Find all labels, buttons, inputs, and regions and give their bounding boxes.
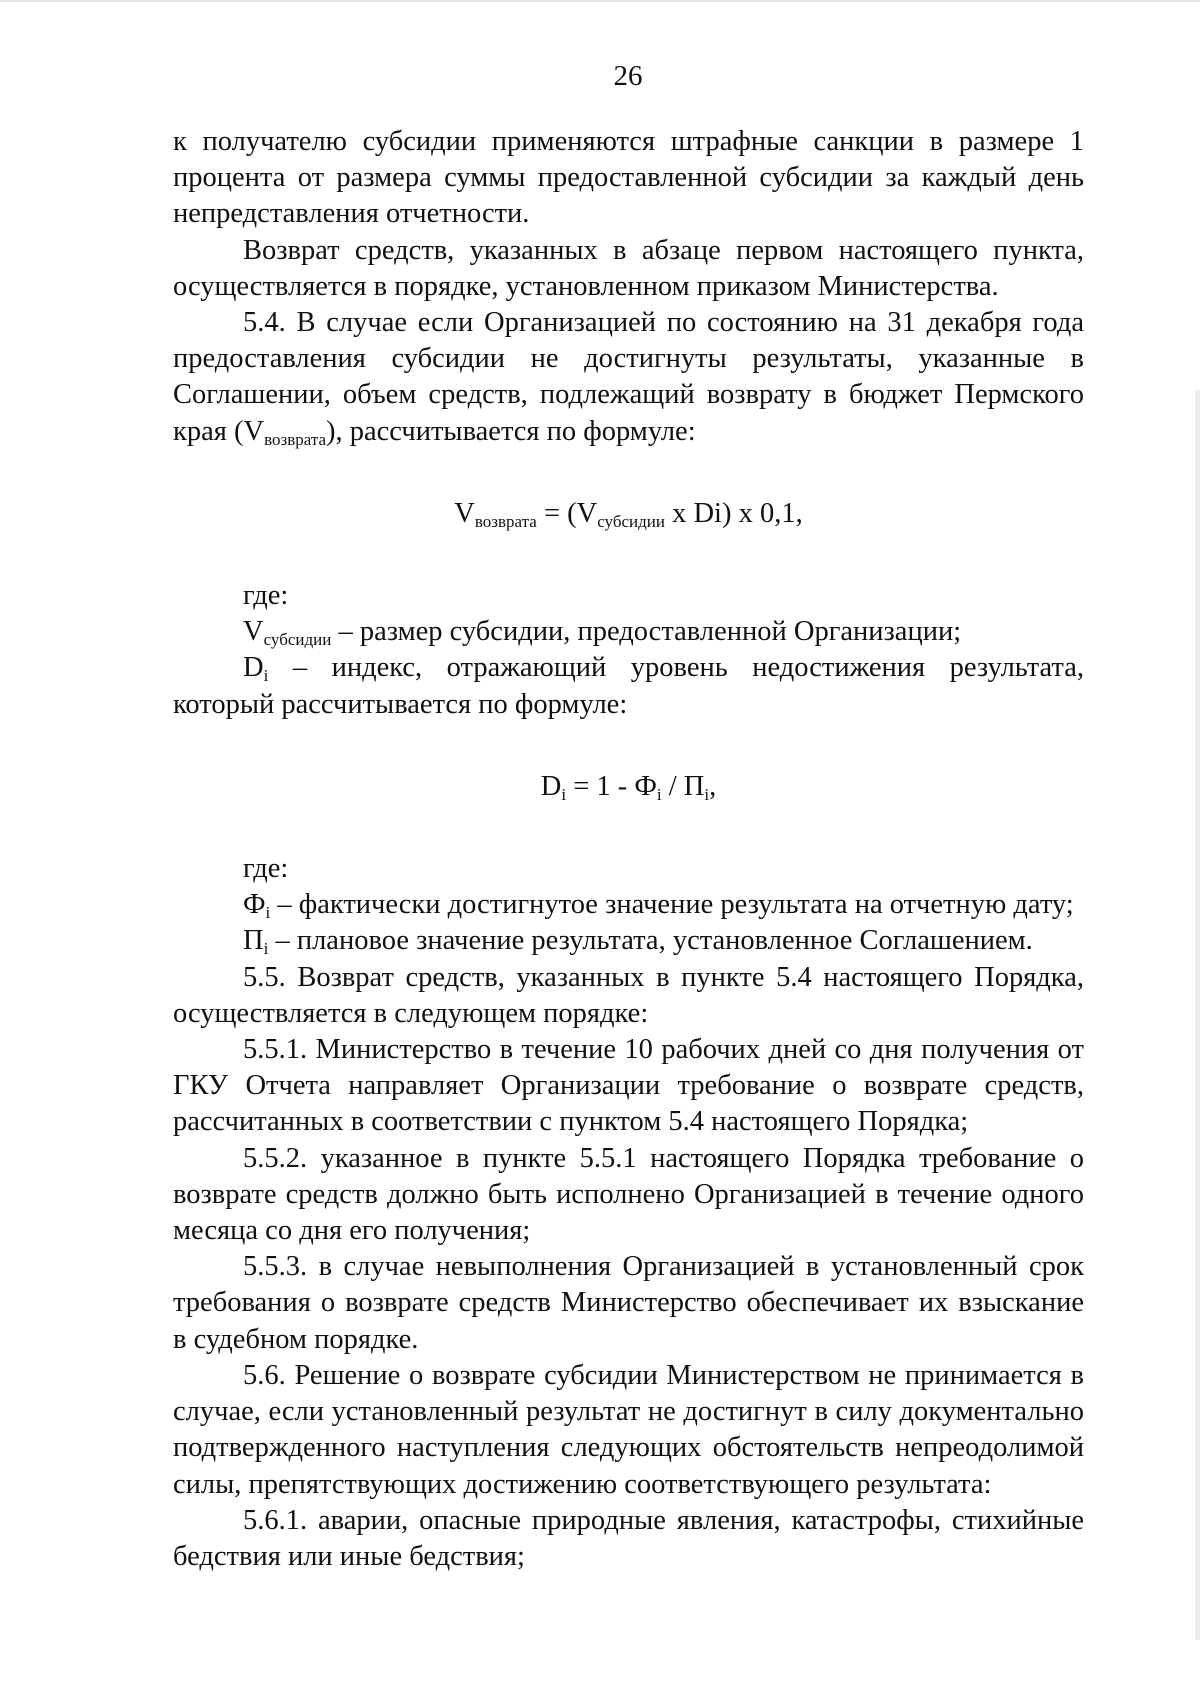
subscript-vozvrata: возврата bbox=[264, 429, 327, 449]
formula-2-mid: = 1 - Ф bbox=[566, 770, 657, 802]
definition-di-text: – индекс, отражающий уровень недостижения результата, который рассчитывается по формуле: bbox=[173, 652, 1084, 720]
definition-v-subsidy: $V_{субсидии}$ – размер субсидии, предоставленной Организации; bbox=[243, 616, 962, 650]
paragraph-5-6-1: 5.6.1. аварии, опасные природные явления, катастрофы, стихийные бедствия или иные бедствия; bbox=[173, 1504, 1084, 1572]
paragraph-5-4-text: 5.4. В случае если Организацией по состоянию на 31 декабря года предоставления субсидии не достигнуты результаты, указанные в Соглашении, объем средств, подлежащий возврату в бюджет Пермского края (V bbox=[173, 307, 1084, 447]
paragraph-5-4-end: ), рассчитывается по формуле: bbox=[326, 415, 696, 447]
definition-fi: $Ф_i$ – фактически достигнутое значение результата на отчетную дату; bbox=[243, 889, 1074, 923]
definition-pi-subscript: i bbox=[263, 939, 269, 959]
paragraph-5-5-1: 5.5.1. Министерство в течение 10 рабочих дней со дня получения от ГКУ Отчета направляет Организации требование о возврате средств, рассчитанных в соответствии с пунктом 5.4 настоящего Порядка; bbox=[173, 1034, 1084, 1138]
formula-2-f-subscript: i bbox=[656, 784, 662, 804]
formula-2-p-subscript: i bbox=[704, 784, 710, 804]
definition-di-subscript: i bbox=[263, 666, 269, 686]
page-number: 26 bbox=[613, 60, 643, 92]
definition-fi-subscript: i bbox=[265, 903, 271, 923]
paragraph-5-5: 5.5. Возврат средств, указанных в пункте 5.4 настоящего Порядка, осуществляется в следующем порядке: bbox=[173, 961, 1084, 1029]
formula-1-open: = (V bbox=[536, 497, 598, 529]
paragraph-5-5-2: 5.5.2. указанное в пункте 5.5.1 настоящего Порядка требование о возврате средств должно быть исполнено Организацией в течение одного месяца со дня его получения; bbox=[173, 1142, 1084, 1247]
definition-pi: $П_i$ – плановое значение результата, установленное Соглашением. bbox=[243, 925, 1033, 959]
formula-1-rest: x Di) x 0,1, bbox=[664, 497, 803, 529]
formula-index: $D_i = 1 - Ф_i / П_i$, bbox=[540, 770, 717, 804]
paragraph-5-6: 5.6. Решение о возврате субсидии Министерством не принимается в случае, если установленный результат не достигнут в силу документально подтвержденного наступления следующих обстоятельств непреодолимой силы, препятствующих достижению соответствующего результата: bbox=[173, 1359, 1084, 1500]
document-body bbox=[173, 124, 1084, 1575]
formula-2-end: , bbox=[709, 770, 717, 802]
definition-fi-text: – фактически достигнутое значение результата на отчетную дату; bbox=[270, 889, 1074, 921]
definition-v-text: – размер субсидии, предоставленной Организации; bbox=[331, 616, 962, 648]
formula-1-mid-subscript: субсидии bbox=[597, 511, 665, 531]
definition-di: $D_i$ – индекс, отражающий уровень недостижения результата, который рассчитывается по формуле: bbox=[173, 652, 1084, 720]
scan-edge-top bbox=[0, 0, 1200, 2]
paragraph-penalty: к получателю субсидии применяются штрафные санкции в размере 1 процента от размера суммы предоставленной субсидии за каждый день непредставления отчетности. bbox=[173, 126, 1084, 230]
scan-edge-right bbox=[1195, 390, 1200, 1640]
formula-2-slash: / П bbox=[661, 770, 705, 802]
formula-1-lhs-subscript: возврата bbox=[474, 511, 537, 531]
where-label-1: где: bbox=[243, 580, 289, 612]
where-label-2: где: bbox=[243, 853, 289, 885]
paragraph-return-order: Возврат средств, указанных в абзаце первом настоящего пункта, осуществляется в порядке, установленном приказом Министерства. bbox=[173, 234, 1084, 302]
formula-return-volume: $V_{возврата} = (V_{субсидии}$ x Di) x 0,1, bbox=[454, 497, 803, 531]
definition-pi-text: – плановое значение результата, установленное Соглашением. bbox=[268, 925, 1033, 957]
definition-v-subscript: субсидии bbox=[263, 630, 332, 650]
formula-2-d-subscript: i bbox=[561, 784, 567, 804]
paragraph-5-4 bbox=[173, 305, 1084, 450]
paragraph-5-5-3: 5.5.3. в случае невыполнения Организацией в установленный срок требования о возврате средств Министерство обеспечивает их взыскание в судебном порядке. bbox=[173, 1251, 1084, 1355]
